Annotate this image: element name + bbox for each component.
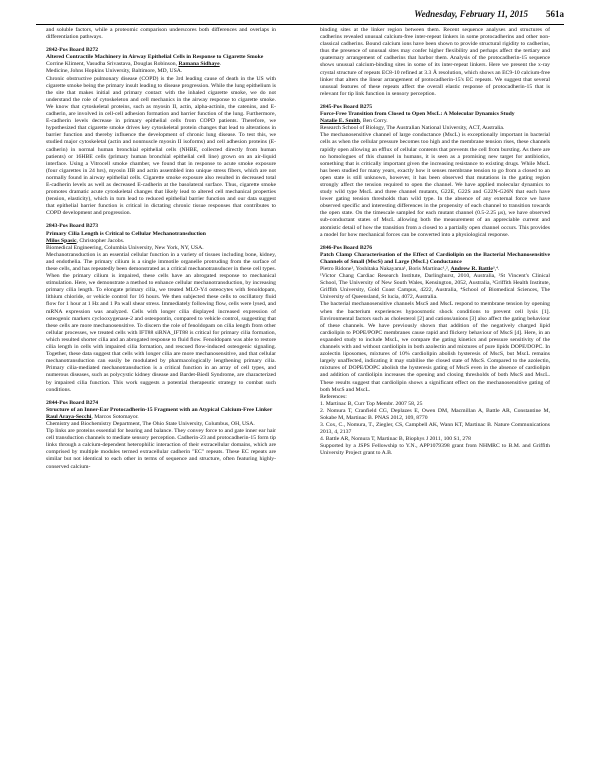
- authors-suffix: .: [219, 61, 222, 68]
- page-number: 561a: [546, 9, 564, 19]
- reference-item: 4. Battle AR, Nomura T, Martinac B, Biophys J 2011, 100 S1, 278: [320, 436, 471, 443]
- reference-item: 1. Martinac B, Curr Top Membr. 2007 58, 25: [320, 400, 423, 407]
- presenting-author: Milos Spasic: [46, 237, 77, 244]
- abstract-id: 2842-Pos Board B272: [46, 47, 99, 54]
- abstract-authors: [320, 266, 550, 273]
- continuation-text: and soluble factors, while a proteomic comparison underscores both differences and overlaps in differentiation pathways.: [46, 27, 276, 41]
- funding-note: Supported by a JSPS Fellowship to Y.N., APP1079398 grant from NHMRC to B.M. and Griffith University Project grant to A.B.: [320, 443, 550, 457]
- abstract-title: Force-Free Transition from Closed to Open MscL: A Molecular Dynamics Study: [320, 111, 515, 118]
- abstract-id: 2844-Pos Board B274: [46, 399, 99, 406]
- abstract-authors: [46, 238, 276, 245]
- continuation-text: binding sites at the linker region between them. Recent sequence analyses and structures of cadherins revealed unusual calcium-free inter-repeat linkers in some protocadherins and other non-classical cadherins. Bound calcium ions have been shown to provide structural rigidity to cadherins, thus the presence of unusual sites may confer higher flexibility and perhaps affect the tertiary and quaternary arrangement of cadherins that harbor them. Analysis of the protocadherin-15 sequence shows unusual calcium-binding sites in some of its inter-repeat linkers. Here we present the x-ray crystal structure of repeats EC8-10 refined at 3.3 Å resolution, which shows an EC9-10 calcium-free linker that alters the linear arrangement of protocadherin-15's EC repeats. We suggest that several unusual features of these repeats affect the overall elastic response of protocadherin-15 that is relevant for tip link function in sensory perception.: [320, 27, 550, 97]
- abstract-id: 2845-Pos Board B275: [320, 103, 373, 110]
- abstract-authors: [46, 61, 276, 68]
- authors-list: Pietro Ridone¹, Yoshitaka Nakayama¹, Boris Martinac¹,²,: [320, 266, 451, 272]
- abstract-body: Chronic obstructive pulmonary disease (COPD) is the 3rd leading cause of death in the US with cigarette smoke being the primary insult leading to disease progression. While the lung epithelium is the site that makes initial and primary contact with the inhaled cigarette smoke, we do not understand the role of cytoskeleton and cell mechanics in the airway response to cigarette smoke. We know that cytoskeletal proteins, such as myosin II, actin, alpha-actinin, the catenins, and E-cadherin, are involved in cell-cell adhesion formation and barrier function of the lung. Furthermore, E-cadherin levels decrease in primary epithelial cells from COPD patients. Therefore, we hypothesized that cigarette smoke drives key cytoskeletal protein changes that lead to alterations in barrier function and thereby influence the development of chronic lung disease. To test this, we studied major cytoskeletal (actin and nonmuscle myosin II isoforms) and cell adhesion proteins (E-cadherin) in normal human bronchial epithelial cells (NHBE, collected directly from human patients) or 16HBE cells (primary human bronchial epithelial cell line) grown on an air-liquid interface. Using a Vitrocell smoke chamber, we found that in response to acute smoke exposure (four cigarettes in 24 hrs), myosin IIB and actin assembled into unique stress fibers, which are not normally found in airway epithelial cells. Cigarette smoke exposure also resulted in decreased total E-cadherin levels as well as decreased E-cadherin at the basolateral surface. Thus, cigarette smoke promotes dramatic acute cytoskeletal changes that likely lead to altered cell mechanical properties (tension, elasticity), which in turn lead to reduced epithelial barrier function and our data suggest that epithelial barrier function is critical in dictating chronic tissue responses that contributes to COPD development and progression.: [46, 75, 276, 217]
- abstract-body: Mechanotransduction is an essential cellular function in a variety of tissues including bone, kidney, and endothelia. The primary cilium is a single immotile organelle protruding from the surface of these cells, and has repeatedly been demonstrated as a critical mechanotransducer in these cell types. When the primary cilium is impaired, these cells have an abrogated response to mechanical stimulation. Here, we demonstrate a method to enhance cellular mechanotransduction, by increasing primary cilia length. To elongate primary cilia, we treated MLO-Y4 osteocytes with fenoldopam, lithium chloride, or vehicle control for 16 hours. We then subjected these cells to oscillatory fluid flow for 1 hour at 1 Hz and 1 Pa wall shear stress. Immediately following flow, cells were lysed, and mRNA expression was analyzed. Cells with longer cilia displayed increased expression of osteogenic markers cyclooxygenase-2 and osteopontin, compared to vehicle control, suggesting that these cells are more mechanosensitive. To discern the role of fenoldopam on cilia length from other cellular processes, we treated cells with IFT88 siRNA_IFT88 is critical for primary cilia formation, which resulted shorter cilia and an abrogated response to fluid flow. Fenoldopam was able to restore cilia length in cells with impaired cilia formation, and rescued flow-induced osteogenic signaling. Together, these data suggest that cells with longer cilia are more mechanosensitive, and that cellular mechanotransduction can easily be modulated by pharmacologically lengthening primary cilia. Primary cilia-mediated mechanotransduction is a critical function in an array of cell types, and numerous diseases, such as polycystic kidney disease and Bardet-Biedl Syndrome, are characterized by impaired cilia function. This work suggests a potential therapeutic strategy to combat such conditions.: [46, 251, 276, 393]
- abstract-2844: [46, 400, 276, 471]
- abstract-2842: [46, 47, 276, 217]
- abstract-authors: [46, 414, 276, 421]
- reference-item: 3. Cox, C., Nomura, T., Ziegler, CS, Campbell AK, Wann KT, Martinac B. Nature Communications 2013, 4, 2137: [320, 422, 550, 436]
- abstract-affiliation: Research School of Biology, The Australian National University, ACT, Australia.: [320, 125, 505, 132]
- header-date: Wednesday, February 11, 2015: [414, 9, 528, 19]
- abstract-affiliation: Biomedical Engineering, Columbia University, New York, NY, USA.: [46, 244, 204, 251]
- presenting-author: Ramana Sidhaye: [178, 61, 220, 68]
- authors-suffix: ³,⁴.: [492, 266, 500, 272]
- presenting-author: Andrew R. Battle: [450, 266, 493, 272]
- presenting-author: Raul Araya-Secchi: [46, 413, 92, 420]
- abstract-2846: [320, 245, 550, 458]
- abstract-id: 2846-Pos Board B276: [320, 244, 373, 251]
- reference-item: 2. Nomura T, Cranfield CG, Deplazes E, Owen DM, Macmillan A, Battle AR, Constantine M, Sokabe M, Martinac B. PNAS 2012, 109, 8770: [320, 407, 550, 421]
- abstract-2845: [320, 104, 550, 239]
- abstract-body: The bacterial mechanosensitive channels MscS and MscL respond to membrane tension by opening when the bacterium experiences hypoosmotic shock conditions to prevent cell lysis [1]. Environmental factors such as cholesterol [2] and cations/anions [3] also affect the gating behaviour of these channels. We have previously shown that addition of the negatively charged lipid cardiolipin to POPE/POPC membranes cause rapid and flickery behaviour of MscS [4]. Here, in an expanded study to include MscL, we compare the gating kinetics and pressure sensitivity of the channels with and without cardiolipin in both azolectin and mixtures of pure lipids DOPE/DOPC. In azolectin liposomes, mixtures of 10% cardiolipin abolish hysteresis of MscS, but MscL remains largely unaffected, indicating it may stabilise the closed state of MscS. Compared to the azolectin, mixtures of DOPE/DOPC abolish the hysteresis gating of MscS even in the absence of cardiolipin and addition of cardiolipin increases the opening and closing thresholds of both MscS and MscL. These results suggest that cardiolipin shows a significant effect on the mechanosensitive gating of both MscS and MscL.: [320, 301, 550, 393]
- presenting-author: Natalie E. Smith: [320, 118, 360, 125]
- abstract-title: Structure of an Inner-Ear Protocadherin-15 Fragment with an Atypical Calcium-Free Linker: [46, 406, 273, 413]
- abstract-body: Tip links are proteins essential for hearing and balance. They convey force to and gate inner ear hair cell transduction channels to mediate sensory perception. Cadherin-23 and protocadherin-15 form tip links through a calcium-dependent heterophilic interaction of their extracellular domains, which are comprised by multiple modules termed extracellular cadherin "EC" repeats. These EC repeats are similar but not identical to each other in terms of sequence and structure, often featuring highly-conserved calcium-: [46, 428, 276, 470]
- abstract-affiliation: Medicine, Johns Hopkins University, Baltimore, MD, USA.: [46, 68, 183, 75]
- authors-suffix: , Christopher Jacobs.: [76, 237, 125, 244]
- running-header: [36, 8, 564, 25]
- authors-list: Corrine Kliment, Vasudha Srivastava, Douglas Robinson,: [46, 61, 179, 68]
- abstract-affiliation: ¹Victor Chang Cardiac Research Institute, Darlinghurst, 2010, Australia, ²St Vincent's Clinical School, The University of New South Wales, Kensington, 2052, Australia, ³Griffith Health Institute, Griffith University, Gold Coast Campus, 4222, Australia, ⁴School of Biomedical Sciences, The University of Queensland, St lucia, 4072, Australia.: [320, 273, 550, 301]
- abstract-id: 2843-Pos Board B273: [46, 223, 99, 230]
- right-column: [320, 27, 550, 773]
- abstract-body: The mechanosensitive channel of large conductance (MscL) is exceptionally important in bacterial cells as when the cellular pressure becomes too high and the membrane tension rises, these channels rapidly open allowing an efflux of cellular contents that prevents the cell from bursting. As there are no homologues of this channel in humans, it is seen as a promising new target for antibiotics, something that is critically important given the increasing resistance to existing drugs. While MscL has been studied for many years, exactly how it senses membrane tension to go from a closed to an open state is still unknown, however, it has been observed that mutations in the gating region strongly affect the tension required to open the channel. We have applied molecular dynamics to study wild type MscL and three channel mutants, G22E, G22S and G22N-G26N that each have lower gating tension thresholds than wild type. In the absence of any external force we have observed specific and interesting differences in the propensity of each channel to transition towards the open state. On the timescale sampled for each mutant channel (0.5-2.25 μs), we have observed sub-conductant states of MscL allowing both the measurement of an appreciable current and atomistic detail of how the transition from a closed to a partially open channel occurs. This provides a model for how mechanical forces can be converted into a physiological response.: [320, 132, 550, 238]
- left-column: [46, 27, 276, 773]
- abstract-affiliation: Chemistry and Biochemistry Department, The Ohio State University, Columbus, OH, USA.: [46, 420, 255, 427]
- abstract-title: Primary Cilia Length is Critical to Cellular Mechanotransduction: [46, 230, 206, 237]
- authors-suffix: , Marcos Sotomayor.: [91, 413, 139, 420]
- references-heading: References:: [320, 393, 347, 400]
- abstract-title: Patch Clamp Characterisation of the Effect of Cardiolipin on the Bacterial Mechanosensitive Channels of Small (MscS) and Large (MscL) Conductance: [320, 251, 550, 265]
- abstract-2843: [46, 223, 276, 393]
- authors-suffix: , Ben Corry.: [359, 118, 388, 125]
- abstract-title: Altered Contractile Machinery in Airway Epithelial Cells in Response to Cigarette Smoke: [46, 54, 264, 61]
